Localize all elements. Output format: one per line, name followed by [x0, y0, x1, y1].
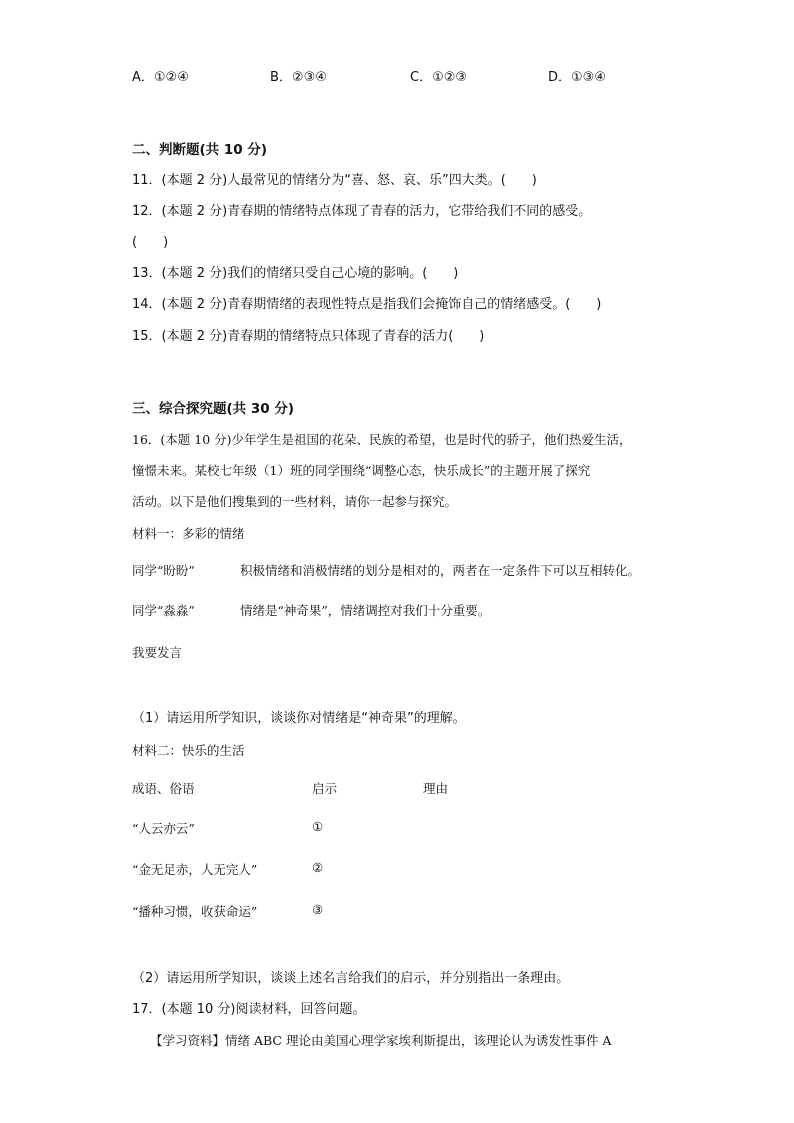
table-row-2-saying: “金无足赤，人无完人” — [132, 862, 258, 877]
table-row-1-mark: ① — [312, 819, 324, 834]
table-header-insight: 启示 — [312, 781, 338, 796]
option-c: C．①②③ — [410, 70, 468, 85]
table-row-1-saying: “人云亦云” — [132, 821, 195, 836]
section-title-judgement: 二、判断题(共 10 分) — [132, 142, 268, 158]
material-2-title: 材料二：快乐的生活 — [132, 743, 245, 758]
question-11: 11．(本题 2 分)人最常见的情绪分为“喜、怒、哀、乐”四大类。( ) — [132, 173, 537, 188]
student-2-text: 情绪是“神奇果”，情绪调控对我们十分重要。 — [240, 603, 491, 618]
speak-label: 我要发言 — [132, 645, 183, 660]
section-title-inquiry: 三、综合探究题(共 30 分) — [132, 401, 295, 417]
question-16-2: （2）请运用所学知识，谈谈上述名言给我们的启示，并分别指出一条理由。 — [132, 971, 570, 986]
question-16-line-3: 活动。以下是他们搜集到的一些材料，请你一起参与探究。 — [132, 494, 458, 509]
question-16-line-2: 憧憬未来。某校七年级（1）班的同学围绕“调整心态，快乐成长”的主题开展了探究 — [132, 463, 591, 478]
question-14: 14．(本题 2 分)青春期情绪的表现性特点是指我们会掩饰自己的情绪感受。( ) — [132, 297, 602, 312]
option-b: B．②③④ — [270, 70, 327, 85]
option-d: D．①③④ — [548, 70, 606, 85]
option-a: A．①②④ — [132, 70, 189, 85]
question-12: 12．(本题 2 分)青春期的情绪特点体现了青春的活力，它带给我们不同的感受。 — [132, 204, 592, 219]
question-13: 13．(本题 2 分)我们的情绪只受自己心境的影响。( ) — [132, 266, 459, 281]
question-16-line-1: 16．(本题 10 分)少年学生是祖国的花朵、民族的希望，也是时代的骄子，他们热爱生活， — [132, 432, 632, 447]
question-15: 15．(本题 2 分)青春期的情绪特点只体现了青春的活力( ) — [132, 329, 485, 344]
table-row-2-mark: ② — [312, 860, 324, 875]
student-1-name: 同学“盼盼” — [132, 563, 195, 578]
table-row-3-saying: “播种习惯，收获命运” — [132, 904, 258, 919]
table-header-reason: 理由 — [423, 781, 449, 796]
student-1-text: 积极情绪和消极情绪的划分是相对的，两者在一定条件下可以互相转化。 — [240, 563, 641, 578]
question-17: 17．(本题 10 分)阅读材料，回答问题。 — [132, 1002, 366, 1017]
table-header-saying: 成语、俗语 — [132, 781, 195, 796]
material-1-title: 材料一：多彩的情绪 — [132, 526, 245, 541]
question-12-bracket: ( ) — [132, 235, 169, 250]
table-row-3-mark: ③ — [312, 902, 324, 917]
student-2-name: 同学“淼淼” — [132, 603, 195, 618]
question-16-1: （1）请运用所学知识，谈谈你对情绪是“神奇果”的理解。 — [132, 711, 466, 726]
study-material: 【学习资料】情绪 ABC 理论由美国心理学家埃利斯提出，该理论认为诱发性事件 A — [150, 1033, 612, 1048]
